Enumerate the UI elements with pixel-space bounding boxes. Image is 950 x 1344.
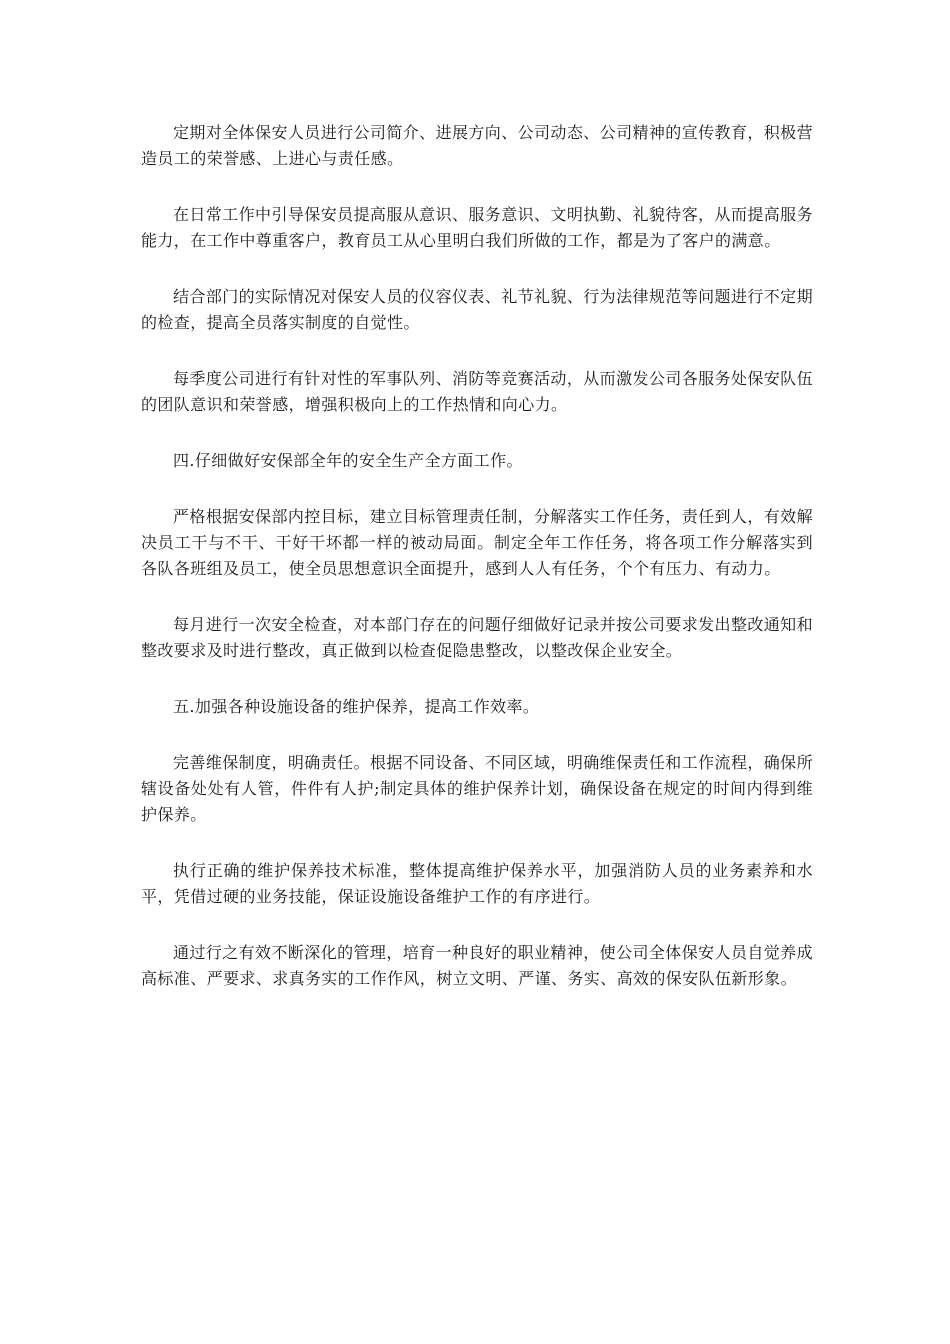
document-body [141, 120, 813, 1022]
paragraph-professional-spirit: 通过行之有效不断深化的管理，培育一种良好的职业精神，使公司全体保安人员自觉养成高标准、严要求、求真务实的工作作风，树立文明、严谨、务实、高效的保安队伍新形象。 [141, 943, 813, 988]
paragraph-maintenance-standards: 执行正确的维护保养技术标准，整体提高维护保养水平，加强消防人员的业务素养和水平，凭借过硬的业务技能，保证设施设备维护工作的有序进行。 [141, 861, 813, 906]
paragraph-monthly-safety-check: 每月进行一次安全检查，对本部门存在的问题仔细做好记录并按公司要求发出整改通知和整改要求及时进行整改，真正做到以检查促隐患整改，以整改保企业安全。 [141, 615, 813, 660]
paragraph-publicity-education: 定期对全体保安人员进行公司简介、进展方向、公司动态、公司精神的宣传教育，积极营造员工的荣誉感、上进心与责任感。 [141, 123, 813, 168]
section-heading-4: 四.仔细做好安保部全年的安全生产全方面工作。 [173, 451, 523, 470]
paragraph-quarterly-competition: 每季度公司进行有针对性的军事队列、消防等竞赛活动，从而激发公司各服务处保安队伍的团队意识和荣誉感，增强积极向上的工作热情和向心力。 [141, 369, 813, 414]
paragraph-maintenance-system: 完善维保制度，明确责任。根据不同设备、不同区域，明确维保责任和工作流程，确保所辖设备处处有人管，件件有人护;制定具体的维护保养计划，确保设备在规定的时间内得到维护保养。 [141, 753, 813, 824]
paragraph-service-awareness: 在日常工作中引导保安员提高服从意识、服务意识、文明执勤、礼貌待客，从而提高服务能力，在工作中尊重客户，教育员工从心里明白我们所做的工作，都是为了客户的满意。 [141, 205, 813, 250]
section-heading-5: 五.加强各种设施设备的维护保养，提高工作效率。 [173, 697, 540, 716]
paragraph-irregular-inspection: 结合部门的实际情况对保安人员的仪容仪表、礼节礼貌、行为法律规范等问题进行不定期的检查，提高全员落实制度的自觉性。 [141, 287, 813, 332]
paragraph-target-responsibility: 严格根据安保部内控目标，建立目标管理责任制，分解落实工作任务，责任到人，有效解决员工干与不干、干好干坏都一样的被动局面。制定全年工作任务，将各项工作分解落实到各队各班组及员工，使全员思想意识全面提升，感到人人有任务，个个有压力、有动力。 [141, 507, 813, 578]
